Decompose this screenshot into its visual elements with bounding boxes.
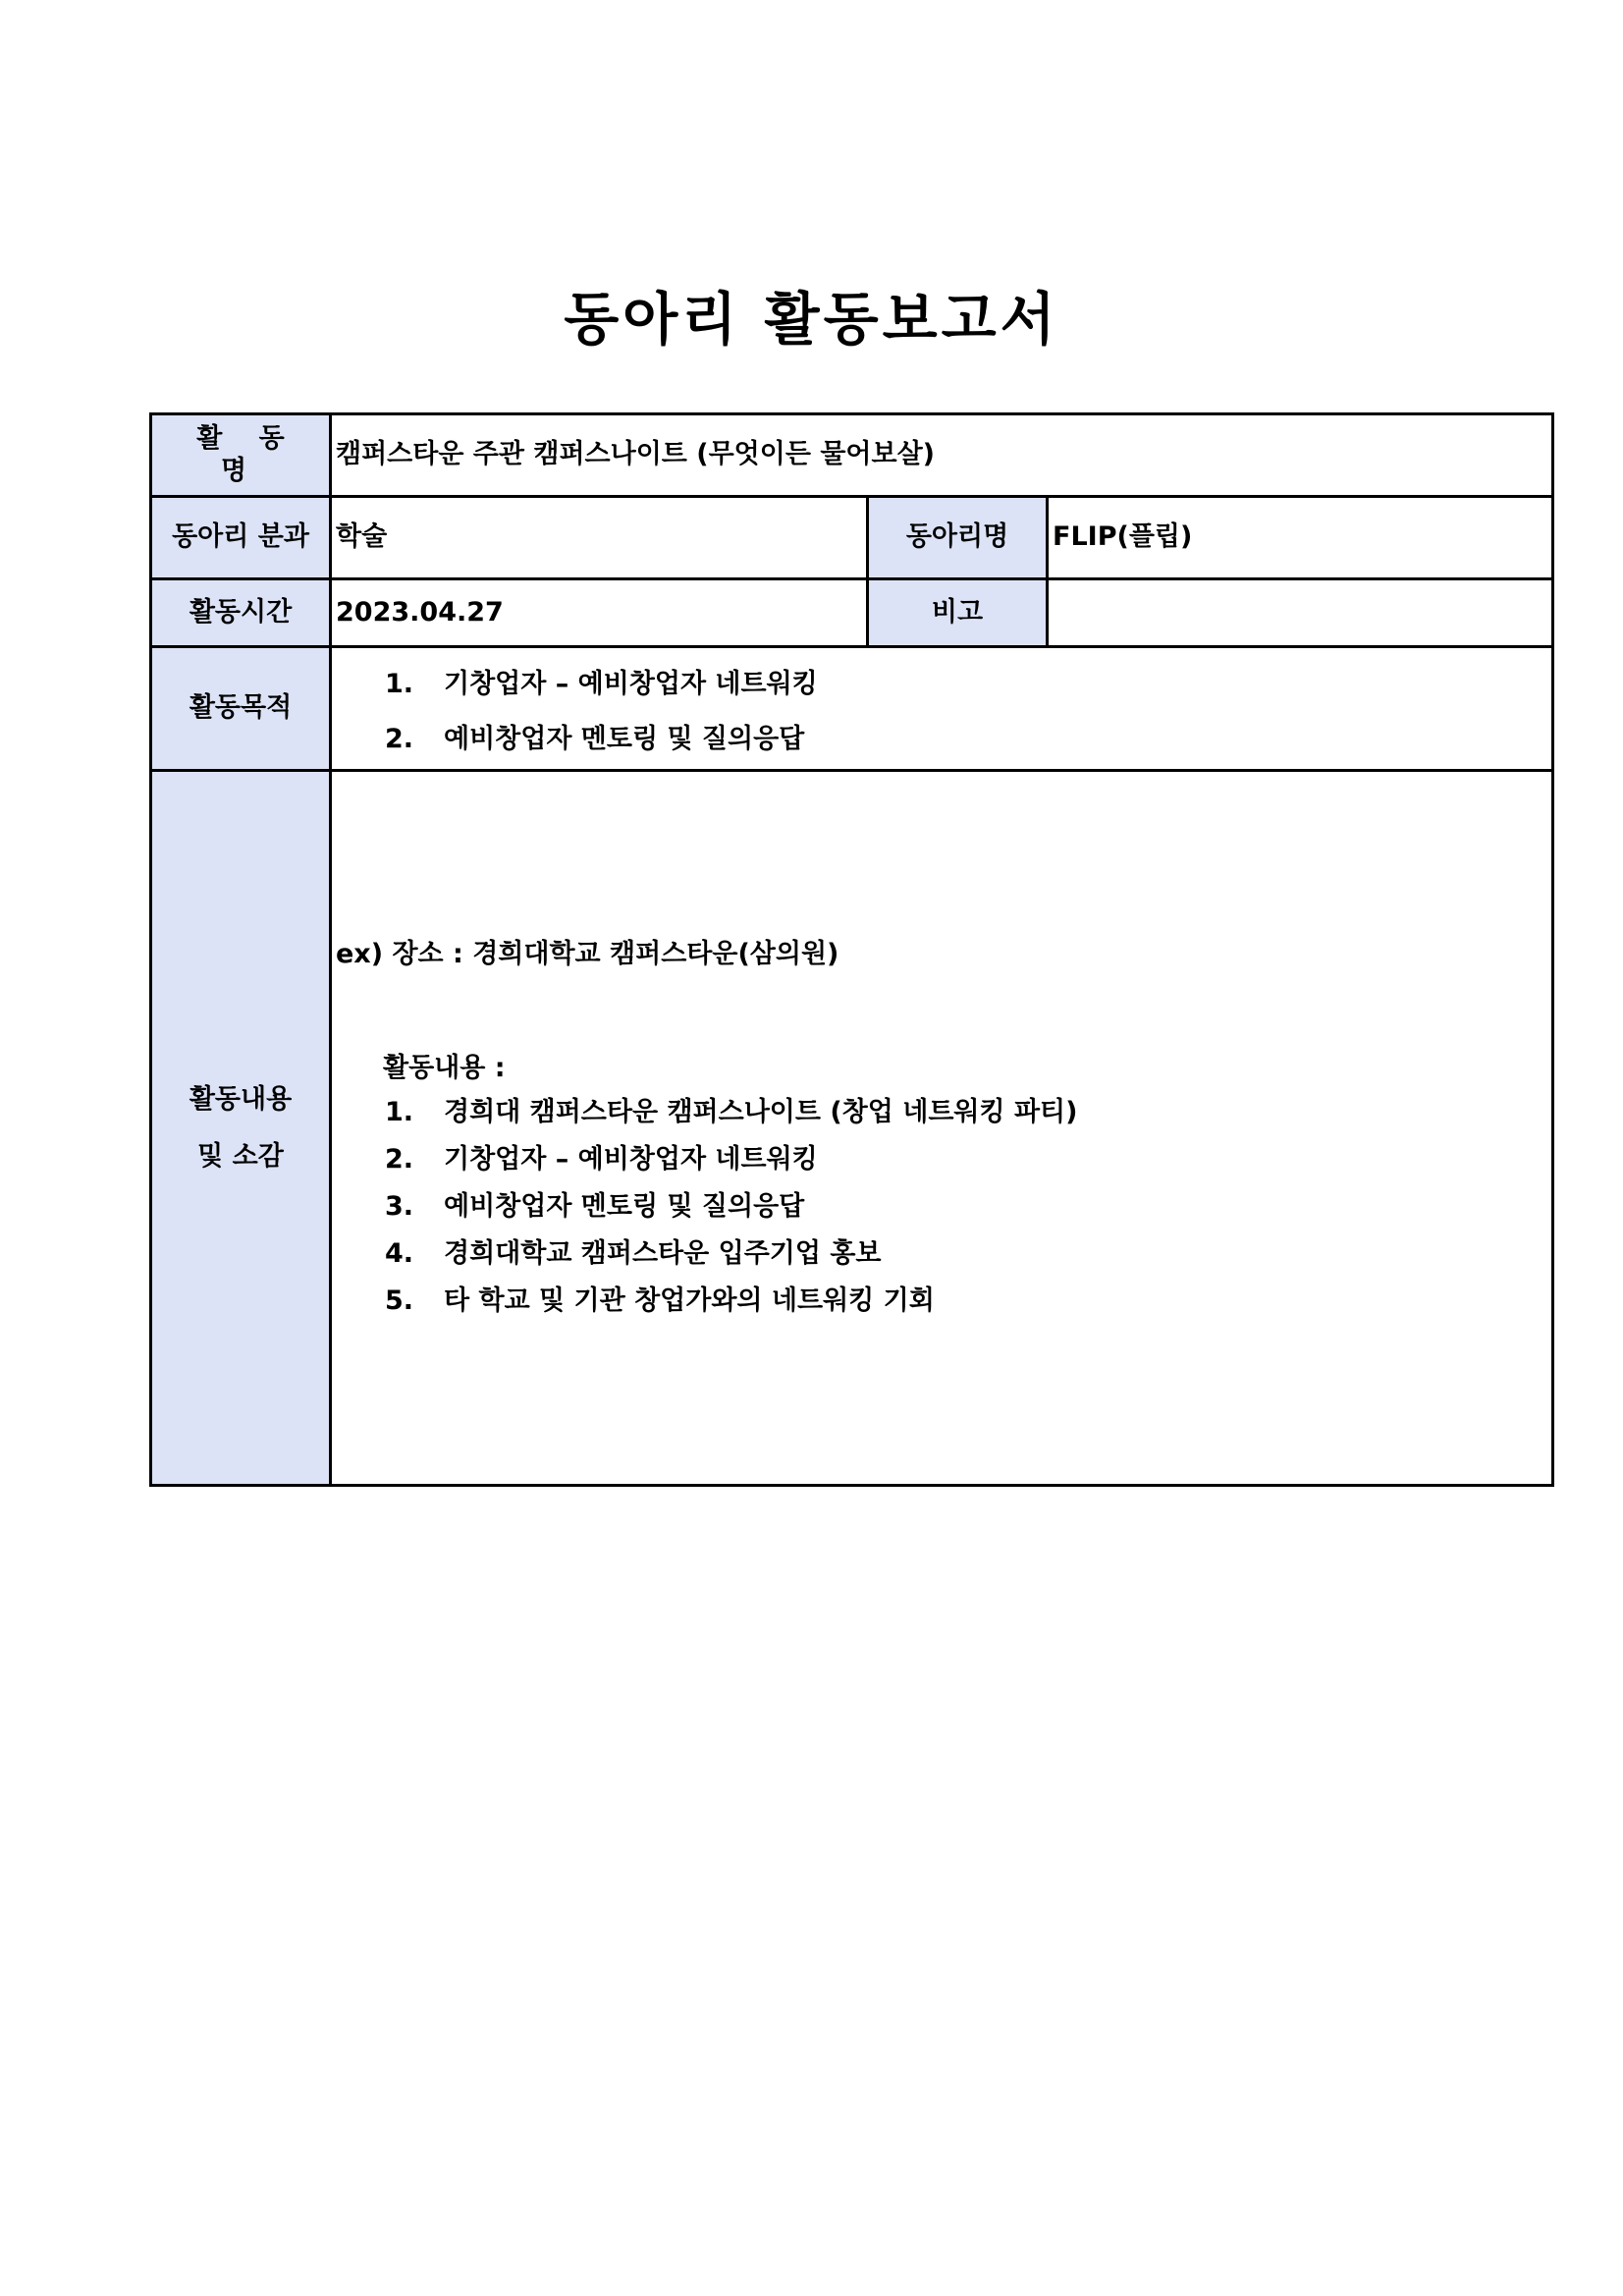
list-item: 2. 예비창업자 멘토링 및 질의응답: [385, 723, 805, 754]
club-name-label: 동아리명: [868, 497, 1048, 579]
content-label-line1: 활동내용: [189, 1083, 293, 1115]
remarks-value: [1048, 579, 1553, 647]
activity-name-value: 캠퍼스타운 주관 캠퍼스나이트 (무엇이든 물어보살): [331, 414, 1553, 497]
row-club-info: [151, 497, 1553, 579]
list-item: 2. 기창업자 – 예비창업자 네트워킹: [385, 1143, 818, 1175]
list-item: 4. 경희대학교 캠퍼스타운 입주기업 홍보: [385, 1237, 882, 1269]
remarks-label: 비고: [868, 579, 1048, 647]
purpose-value: [331, 647, 1553, 771]
row-activity-time: [151, 579, 1553, 647]
content-list: [336, 1089, 1547, 1325]
club-name-value: FLIP(플립): [1048, 497, 1553, 579]
row-content: [151, 771, 1553, 1486]
list-item: 1. 경희대 캠퍼스타운 캠퍼스나이트 (창업 네트워킹 파티): [385, 1096, 1078, 1127]
club-category-label: 동아리 분과: [151, 497, 331, 579]
purpose-label: 활동목적: [151, 647, 331, 771]
activity-time-label: 활동시간: [151, 579, 331, 647]
content-value: [331, 771, 1553, 1486]
activity-name-label: 활 동 명: [151, 414, 331, 497]
activity-report-table: [149, 412, 1554, 1487]
purpose-list: [336, 661, 1547, 763]
club-category-value: 학술: [331, 497, 868, 579]
content-label: [151, 771, 331, 1486]
row-purpose: [151, 647, 1553, 771]
list-item: 1. 기창업자 – 예비창업자 네트워킹: [385, 668, 818, 699]
document-title: 동아리 활동보고서: [564, 286, 1059, 353]
list-item: 5. 타 학교 및 기관 창업가와의 네트워킹 기회: [385, 1285, 935, 1316]
content-heading: 활동내용 :: [383, 1053, 506, 1084]
content-label-line2: 및 소감: [197, 1140, 284, 1172]
content-place: ex) 장소 : 경희대학교 캠퍼스타운(삼의원): [336, 939, 839, 969]
row-activity-name: [151, 414, 1553, 497]
list-item: 3. 예비창업자 멘토링 및 질의응답: [385, 1190, 805, 1222]
activity-time-value: 2023.04.27: [331, 579, 868, 647]
